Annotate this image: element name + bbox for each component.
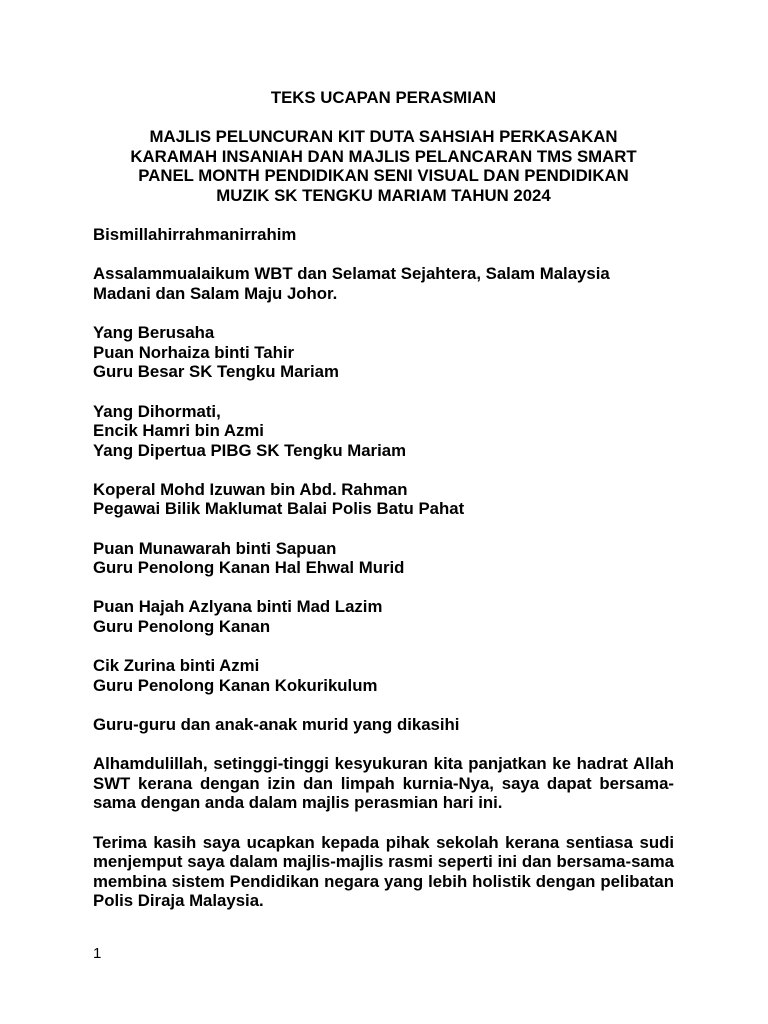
- salutation-line: Cik Zurina binti Azmi: [93, 656, 260, 676]
- opening: [93, 225, 674, 245]
- salutation-line: Guru-guru dan anak-anak murid yang dikasihi: [93, 715, 460, 734]
- salutation-block: [93, 323, 674, 382]
- greeting-line: Madani dan Salam Maju Johor.: [93, 283, 338, 303]
- salutation-line: Puan Hajah Azlyana binti Mad Lazim: [93, 597, 383, 617]
- opening-text: Bismillahirrahmanirrahim: [93, 225, 297, 245]
- salutation-line: Encik Hamri bin Azmi: [93, 421, 264, 441]
- body-paragraph: Terima kasih saya ucapkan kepada pihak sekolah kerana sentiasa sudi menjemput saya dalam majlis-majlis rasmi seperti ini dan bersama-sama membina sistem Pendidikan negara yang lebih holistik dengan pelibatan Polis Diraja Malaysia.: [93, 832, 674, 911]
- document-title: [93, 88, 674, 108]
- salutation-line: Guru Penolong Kanan: [93, 617, 271, 637]
- salutation-block: [93, 715, 674, 735]
- document-title-text: TEKS UCAPAN PERASMIAN: [270, 88, 497, 107]
- greeting-line: Assalammualaikum WBT dan Selamat Sejahtera, Salam Malaysia: [93, 264, 610, 284]
- document-body: [93, 88, 674, 931]
- salutation-block: [93, 539, 674, 578]
- salutation-block: [93, 480, 674, 519]
- page-number: 1: [93, 945, 102, 962]
- salutation-line: Guru Penolong Kanan Kokurikulum: [93, 675, 378, 695]
- salutation-line: Guru Besar SK Tengku Mariam: [93, 362, 339, 382]
- greeting: [93, 264, 674, 303]
- salutation-block: [93, 597, 674, 636]
- salutation-line: Puan Norhaiza binti Tahir: [93, 342, 295, 362]
- salutation-line: Koperal Mohd Izuwan bin Abd. Rahman: [93, 479, 408, 499]
- event-title-line: KARAMAH INSANIAH DAN MAJLIS PELANCARAN TMS SMART: [130, 146, 637, 166]
- salutation-block: [93, 656, 674, 695]
- event-title-line: PANEL MONTH PENDIDIKAN SENI VISUAL DAN PENDIDIKAN: [138, 166, 629, 186]
- body-paragraph: Alhamdulillah, setinggi-tinggi kesyukuran kita panjatkan ke hadrat Allah SWT kerana dengan izin dan limpah kurnia-Nya, saya dapat bersama-sama dengan anda dalam majlis perasmian hari ini.: [93, 754, 674, 813]
- salutation-line: Puan Munawarah binti Sapuan: [93, 538, 337, 558]
- salutation-line: Guru Penolong Kanan Hal Ehwal Murid: [93, 558, 405, 578]
- salutation-line: Yang Dihormati,: [93, 401, 221, 421]
- salutation-block: [93, 402, 674, 461]
- salutation-line: Pegawai Bilik Maklumat Balai Polis Batu Pahat: [93, 499, 465, 519]
- salutation-line: Yang Dipertua PIBG SK Tengku Mariam: [93, 440, 407, 460]
- salutation-line: Yang Berusaha: [93, 323, 215, 343]
- event-title-line: MUZIK SK TENGKU MARIAM TAHUN 2024: [216, 185, 551, 205]
- event-title: [93, 127, 674, 205]
- event-title-line: MAJLIS PELUNCURAN KIT DUTA SAHSIAH PERKASAKAN: [149, 127, 618, 147]
